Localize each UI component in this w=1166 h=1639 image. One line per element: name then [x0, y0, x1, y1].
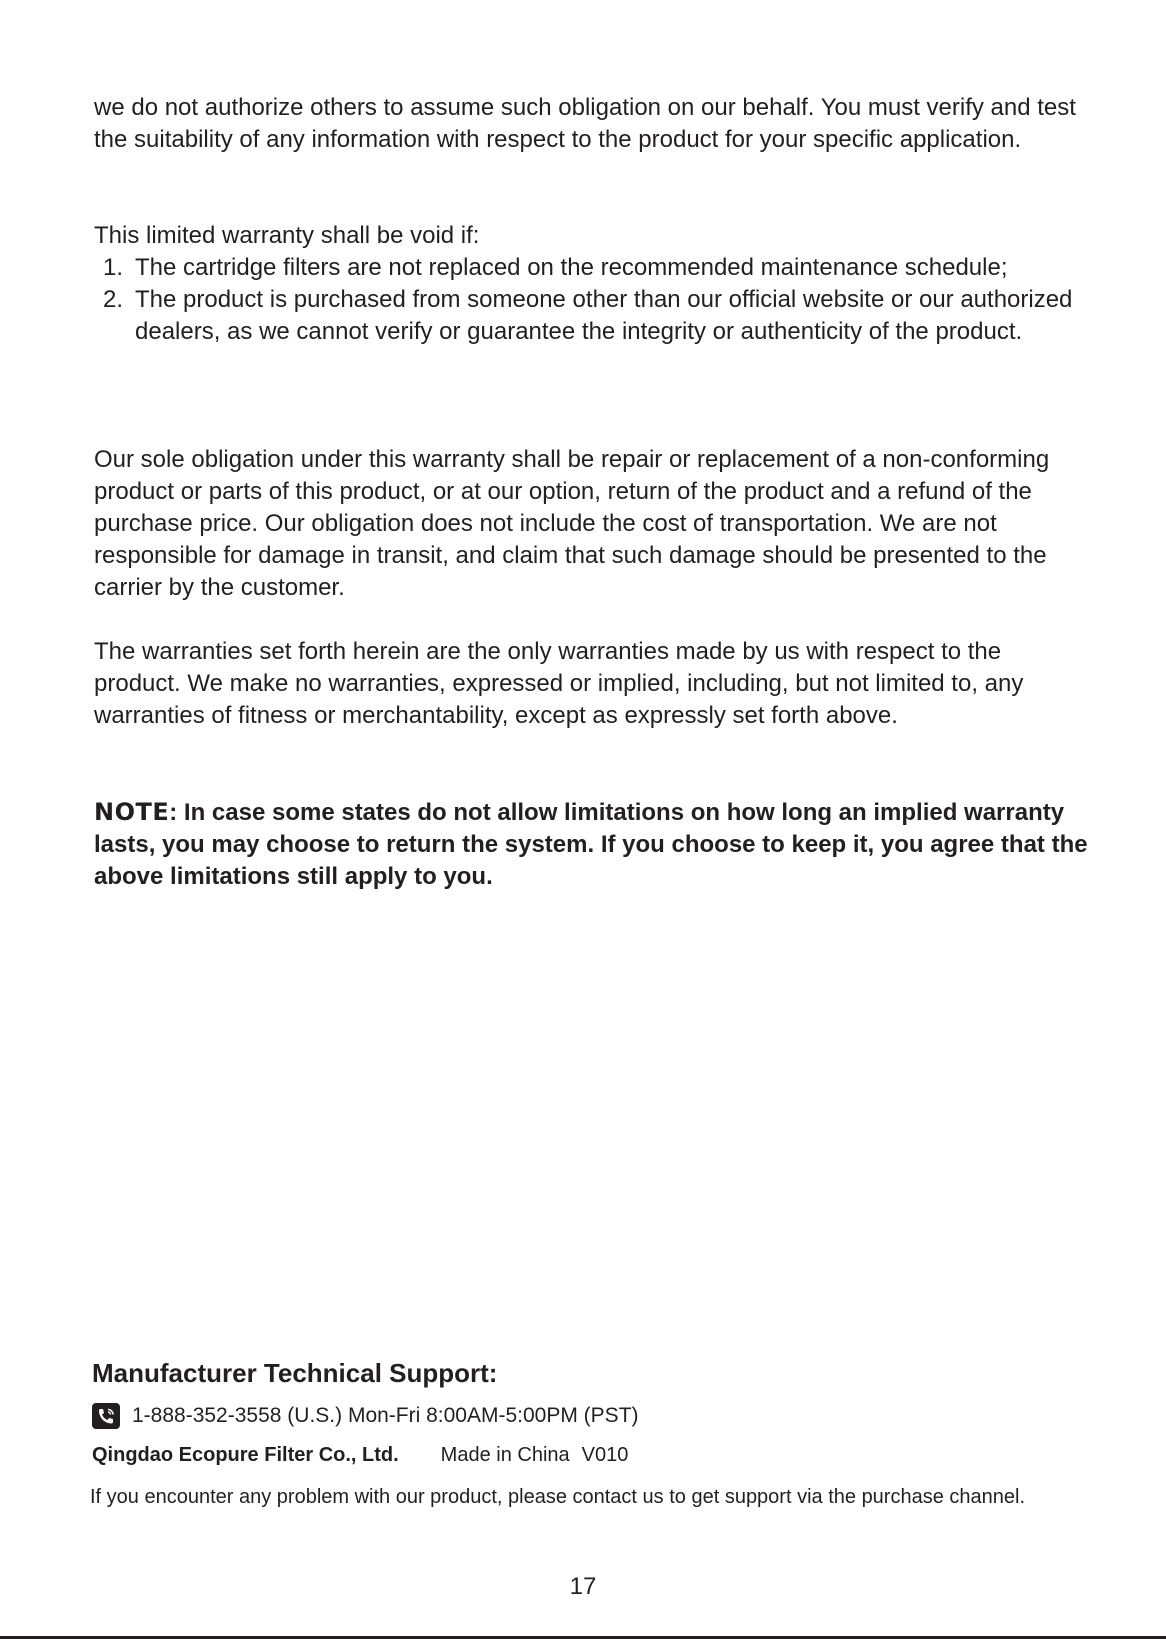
company-line [92, 1441, 628, 1469]
paragraph-warranties: The warranties set forth herein are the only warranties made by us with respect to the product. We make no warranties, expressed or implied, including, but not limited to, any warranties of fitness or merchantability, except as expressly set forth above. [94, 638, 1024, 729]
support-title: Manufacturer Technical Support: [92, 1358, 498, 1388]
list-item [94, 284, 1094, 348]
list-item-number: 2. [103, 286, 124, 313]
paragraph-void-conditions: This limited warranty shall be void if: [94, 222, 480, 249]
list-item-text: The cartridge filters are not replaced on the recommended maintenance schedule; [135, 254, 1008, 281]
list-item-number: 1. [103, 254, 124, 281]
note-block [94, 796, 1094, 893]
paragraph-obligation: we do not authorize others to assume such obligation on our behalf. You must verify and test the suitability of any information with respect to the product for your specific application. [94, 94, 1076, 153]
company-name: Qingdao Ecopure Filter Co., Ltd. [92, 1443, 399, 1466]
phone-icon [92, 1403, 120, 1429]
paragraph-sole-obligation: Our sole obligation under this warranty shall be repair or replacement of a non-conforming product or parts of this product, or at our option, return of the product and a refund of the purchase price. Our obligation does not include the cost of transportation. We are not responsible for damage in transit, and claim that such damage should be presented to the carrier by the customer. [94, 446, 1050, 601]
phone-line [92, 1401, 639, 1431]
contact-line: If you encounter any problem with our product, please contact us to get support via the purchase channel. [90, 1486, 1026, 1508]
made-in-text: Made in China [440, 1443, 570, 1466]
note-text: : In case some states do not allow limitations on how long an implied warranty lasts, you may choose to return the system. If you choose to keep it, you agree that the above limitations still apply to you. [94, 799, 1088, 890]
version-code: V010 [581, 1443, 629, 1466]
void-conditions-list [94, 252, 1094, 348]
list-item [94, 252, 1094, 284]
list-item-text: The product is purchased from someone other than our official website or our authorized dealers, as we cannot verify or guarantee the integrity or authenticity of the product. [135, 286, 1073, 345]
page-number: 17 [569, 1573, 597, 1600]
note-label: NOTE [94, 798, 170, 826]
phone-text: 1-888-352-3558 (U.S.) Mon-Fri 8:00AM-5:00PM (PST) [132, 1404, 639, 1427]
